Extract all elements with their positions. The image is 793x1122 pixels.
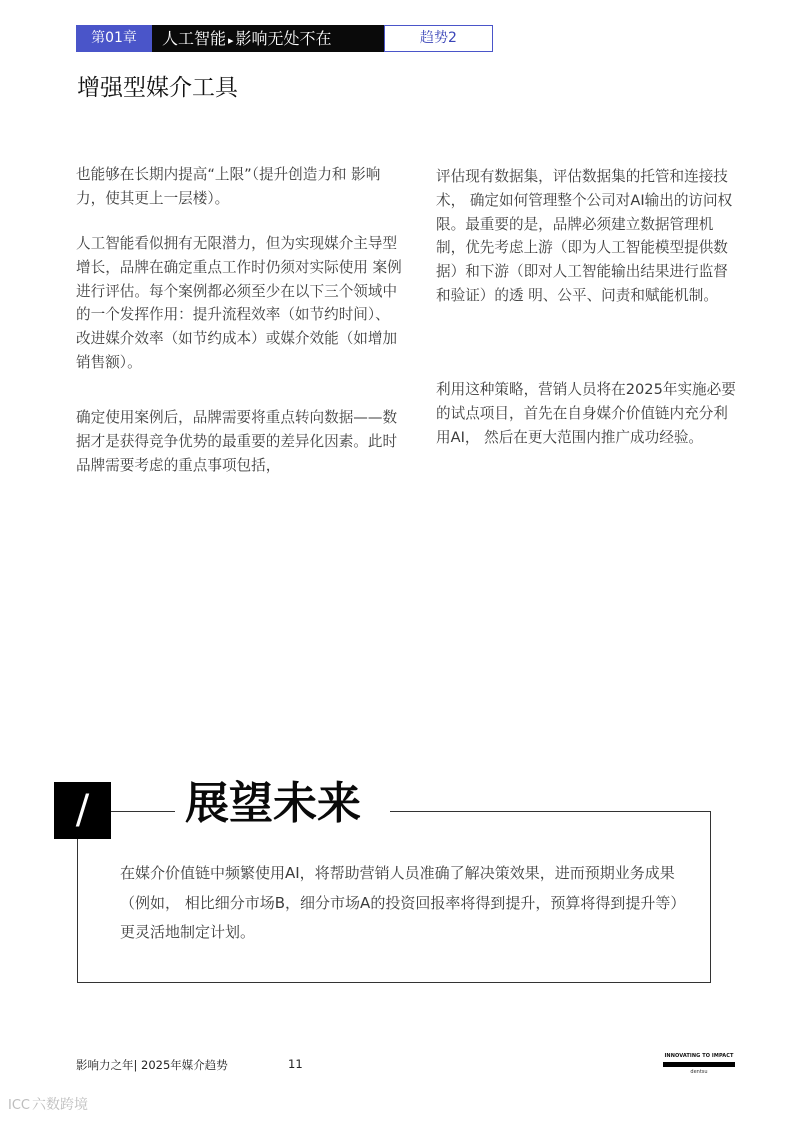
trend-label: 趋势2 <box>384 25 493 52</box>
left-paragraph-2: 人工智能看似拥有无限潜力，但为实现媒介主导型增长，品牌在确定重点工作时仍须对实际使用 案例进行评估。每个案例都必须至少在以下三个领域中的一个发挥作用：提升流程效率（如节约时间）、改进媒介效率（如节约成本）或媒介效能（如增加销售额）。 <box>76 235 402 371</box>
dentsu-logo <box>663 1053 735 1075</box>
chapter-title-sub: 影响无处不在 <box>235 29 332 48</box>
section-title: 增强型媒介工具 <box>77 75 238 101</box>
footer-publication: 影响力之年| 2025年媒介趋势 <box>76 1058 228 1072</box>
slash-mark: / <box>54 782 111 839</box>
right-paragraph-1: 评估现有数据集，评估数据集的托管和连接技术， 确定如何管理整个公司对AI输出的访问权限。最重要的是，品牌必须建立数据管理机制，优先考虑上游（即为人工智能模型提供数据）和下游（即对人工智能输出结果进行监督和验证）的透 明、公平、问责和赋能机制。 <box>436 168 733 304</box>
chapter-title-main: 人工智能 <box>162 29 227 48</box>
page-number: 11 <box>288 1057 303 1071</box>
watermark-text: 六数跨境 <box>32 1097 88 1113</box>
left-paragraph-3: 确定使用案例后，品牌需要将重点转向数据——数据才是获得竞争优势的最重要的差异化因素。此时品牌需要考虑的重点事项包括， <box>76 409 398 474</box>
watermark <box>8 1094 88 1114</box>
brand-name: dentsu <box>690 1069 708 1075</box>
chapter-label: 第01章 <box>76 25 152 52</box>
outlook-title: 展望未来 <box>185 778 361 829</box>
watermark-logo-icon: ICC <box>8 1098 30 1113</box>
outlook-text: 在媒介价值链中频繁使用AI，将帮助营销人员准确了解决策效果，进而预期业务成果（例如， 相比细分市场B，细分市场A的投资回报率将得到提升，预算将得到提升等）更灵活地制定计划。 <box>120 864 678 941</box>
brand-bar <box>663 1062 735 1067</box>
left-paragraph-1: 也能够在长期内提高“上限”（提升创造力和 影响力，使其更上一层楼）。 <box>76 166 381 207</box>
triangle-right-icon: ▸ <box>228 34 234 47</box>
brand-tagline: INNOVATING TO IMPACT <box>664 1053 734 1059</box>
right-paragraph-2: 利用这种策略，营销人员将在2025年实施必要的试点项目，首先在自身媒介价值链内充分利用AI， 然后在更大范围内推广成功经验。 <box>436 381 736 446</box>
chapter-title <box>152 25 384 52</box>
outlook-divider <box>111 811 175 812</box>
